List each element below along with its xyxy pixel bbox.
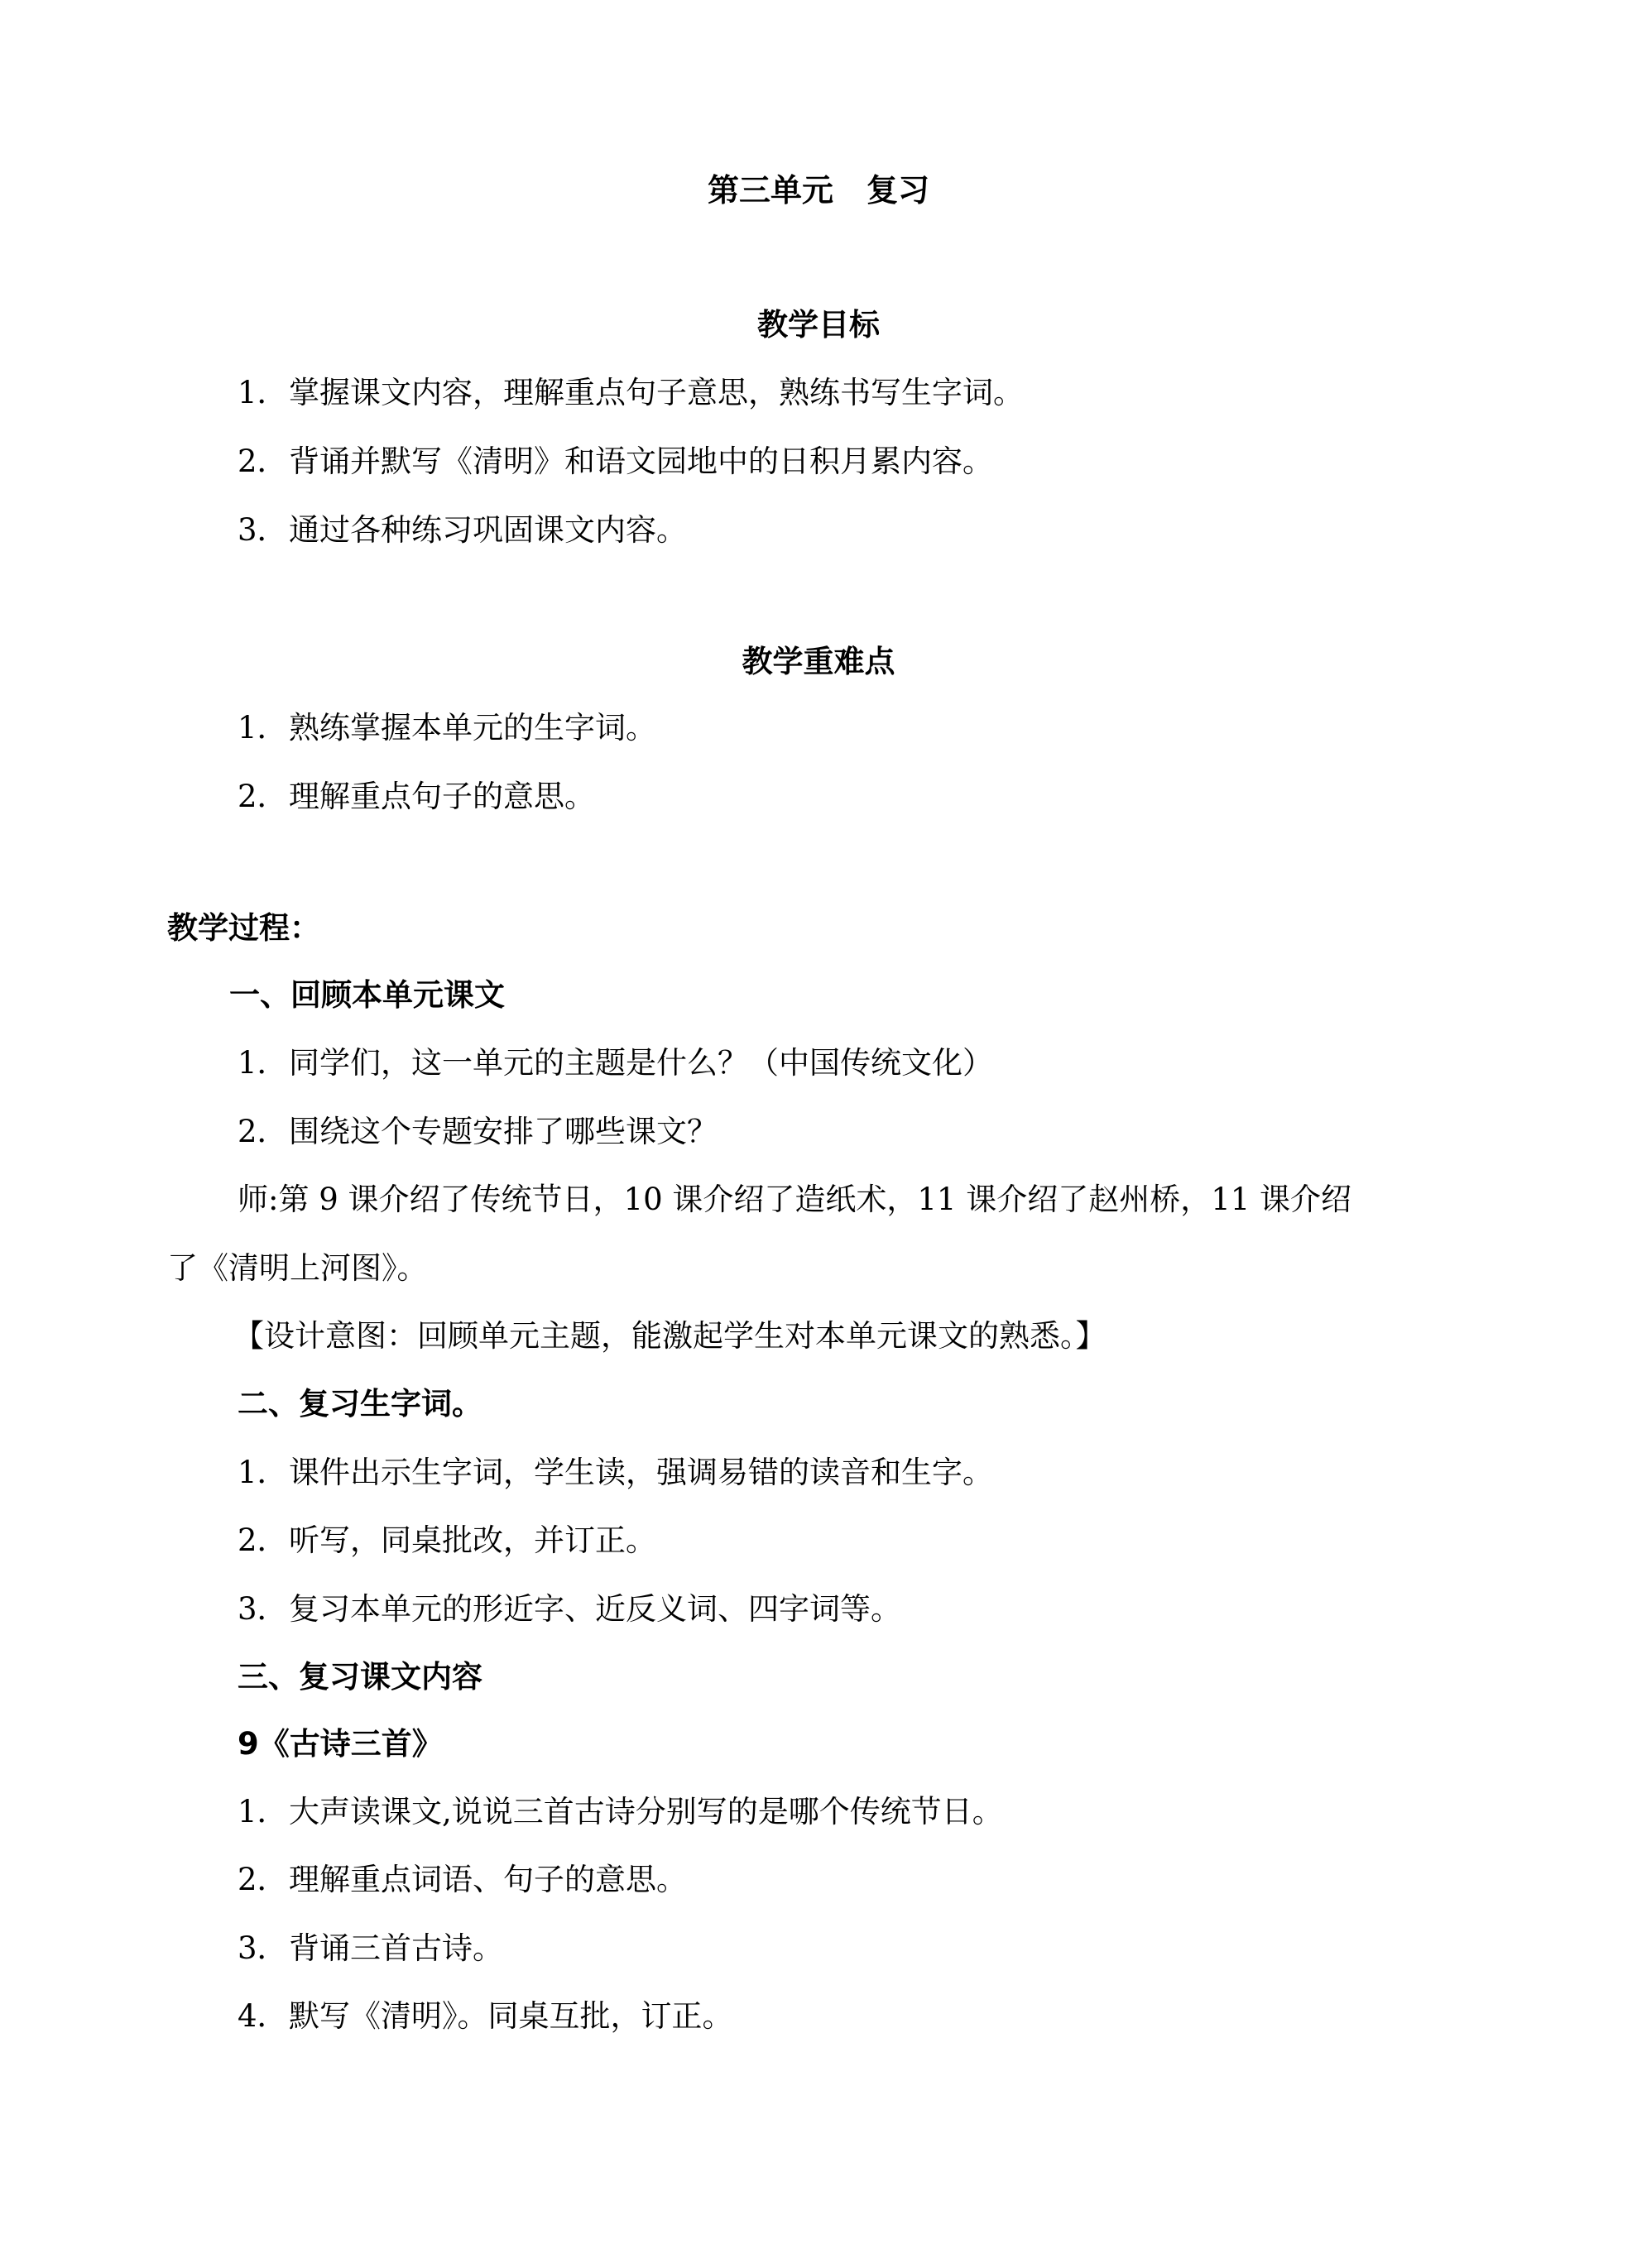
key-point-item: 1．熟练掌握本单元的生字词。: [238, 710, 656, 746]
section1-heading: 一、回顾本单元课文: [229, 977, 505, 1013]
section1-item: 2．围绕这个专题安排了哪些课文？: [238, 1114, 718, 1149]
objectives-heading: 教学目标: [757, 307, 880, 343]
design-intent-note: 【设计意图：回顾单元主题，能激起学生对本单元课文的熟悉。】: [233, 1318, 1107, 1354]
page-title: [0, 170, 1637, 210]
lesson9-item: 4．默写《清明》。同桌互批，订正。: [238, 1998, 733, 2034]
objective-item: 2．背诵并默写《清明》和语文园地中的日积月累内容。: [238, 444, 993, 479]
section2-heading: 二、复习生字词。: [238, 1386, 482, 1422]
title-review: 复习: [867, 172, 930, 209]
section1-item: 1．同学们，这一单元的主题是什么？（中国传统文化）: [238, 1045, 993, 1081]
key-points-heading: 教学重难点: [742, 644, 895, 679]
teacher-remark-line1: 师:第 9 课介绍了传统节日，10 课介绍了造纸术，11 课介绍了赵州桥，11 课介绍: [238, 1182, 1352, 1217]
section2-item: 2．听写，同桌批改，并订正。: [238, 1522, 656, 1558]
objective-item: 1．掌握课文内容，理解重点句子意思，熟练书写生字词。: [238, 375, 1024, 410]
lesson9-item: 2．理解重点词语、句子的意思。: [238, 1862, 687, 1897]
section2-item: 3．复习本单元的形近字、近反义词、四字词等。: [238, 1591, 901, 1627]
lesson9-heading: 9《古诗三首》: [238, 1726, 443, 1762]
process-heading: 教学过程：: [167, 910, 320, 946]
title-unit: 第三单元: [707, 172, 833, 209]
lesson9-item: 1．大声读课文,说说三首古诗分别写的是哪个传统节日。: [238, 1794, 1003, 1829]
key-point-item: 2．理解重点句子的意思。: [238, 779, 595, 814]
lesson9-item: 3．背诵三首古诗。: [238, 1930, 503, 1966]
objective-item: 3．通过各种练习巩固课文内容。: [238, 512, 687, 548]
section3-heading: 三、复习课文内容: [238, 1659, 482, 1695]
section2-item: 1．课件出示生字词，学生读，强调易错的读音和生字。: [238, 1455, 993, 1490]
teacher-remark-line2: 了《清明上河图》。: [167, 1250, 428, 1286]
